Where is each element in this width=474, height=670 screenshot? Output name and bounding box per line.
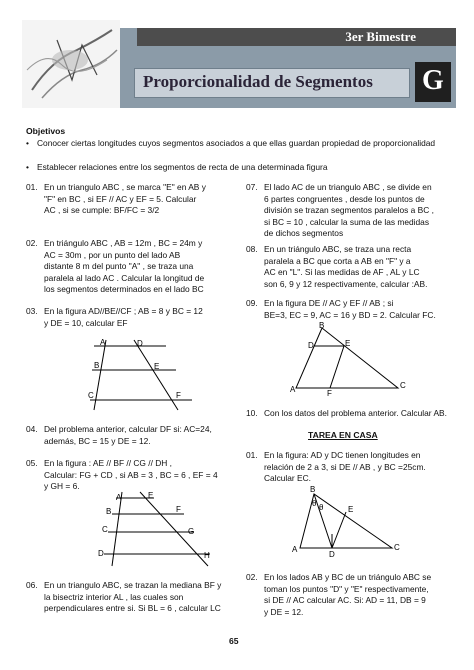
fig05-label-b: B (106, 507, 112, 516)
figT01-label-theta-1: θ (312, 499, 317, 508)
fig03-label-c: C (88, 391, 94, 400)
page-title: Proporcionalidad de Segmentos (143, 72, 373, 91)
figT01-label-d: D (329, 550, 335, 558)
figure-09-triangle (288, 322, 414, 396)
fig05-label-g: G (188, 527, 195, 536)
fig05-label-h: H (204, 551, 210, 560)
title-box (134, 68, 410, 98)
bimestre-label: 3er Bimestre (345, 29, 416, 44)
figT01-label-e: E (348, 505, 354, 514)
fig09-label-e: E (345, 339, 351, 348)
fig05-transversal-2 (140, 492, 208, 566)
section-letter-box (415, 62, 451, 102)
figT01-label-a: A (292, 545, 298, 554)
fig03-label-b: B (94, 361, 100, 370)
fig05-label-e: E (148, 491, 154, 500)
objective-item: • Conocer ciertas longitudes cuyos segmentos asociados a que ellas guardan propiedad de proporcionalidad (26, 138, 436, 148)
fig09-label-b: B (319, 322, 325, 330)
figT01-segment-de (332, 512, 346, 548)
fig03-label-a: A (100, 338, 106, 347)
fig09-label-a: A (290, 385, 296, 394)
figure-03-parallel-lines (80, 336, 200, 414)
figT01-label-theta-2: θ (319, 503, 324, 512)
fig05-label-a: A (116, 493, 122, 502)
header-logo-image (22, 20, 120, 108)
fig03-label-d: D (137, 339, 143, 348)
fig05-label-d: D (98, 549, 104, 558)
bullet-icon: • (26, 138, 29, 148)
page-header (22, 20, 456, 108)
fig03-label-f: F (176, 391, 181, 400)
bimestre-bar (137, 28, 456, 46)
figT01-label-b: B (310, 486, 316, 494)
fig09-label-d: D (308, 341, 314, 350)
section-letter: G (422, 65, 444, 96)
objective-item: • Establecer relaciones entre los segmentos de recta de una determinada figura (26, 162, 328, 172)
fig09-label-c: C (400, 381, 406, 390)
fig09-segment-ef (330, 346, 344, 388)
fig05-label-c: C (102, 525, 108, 534)
fig05-label-f: F (176, 505, 181, 514)
figT01-label-c: C (394, 543, 400, 552)
fig05-transversal-1 (112, 492, 122, 566)
fig09-label-f: F (327, 389, 332, 396)
fig09-triangle-abc (296, 328, 398, 388)
tarea-heading: TAREA EN CASA (308, 430, 378, 440)
bullet-icon: • (26, 162, 29, 172)
page-number: 65 (229, 636, 239, 646)
objetivos-heading: Objetivos (26, 126, 66, 136)
figure-05-parallel-lines (92, 490, 220, 570)
fig03-label-e: E (154, 362, 160, 371)
figure-tarea-01-triangle (288, 486, 408, 558)
